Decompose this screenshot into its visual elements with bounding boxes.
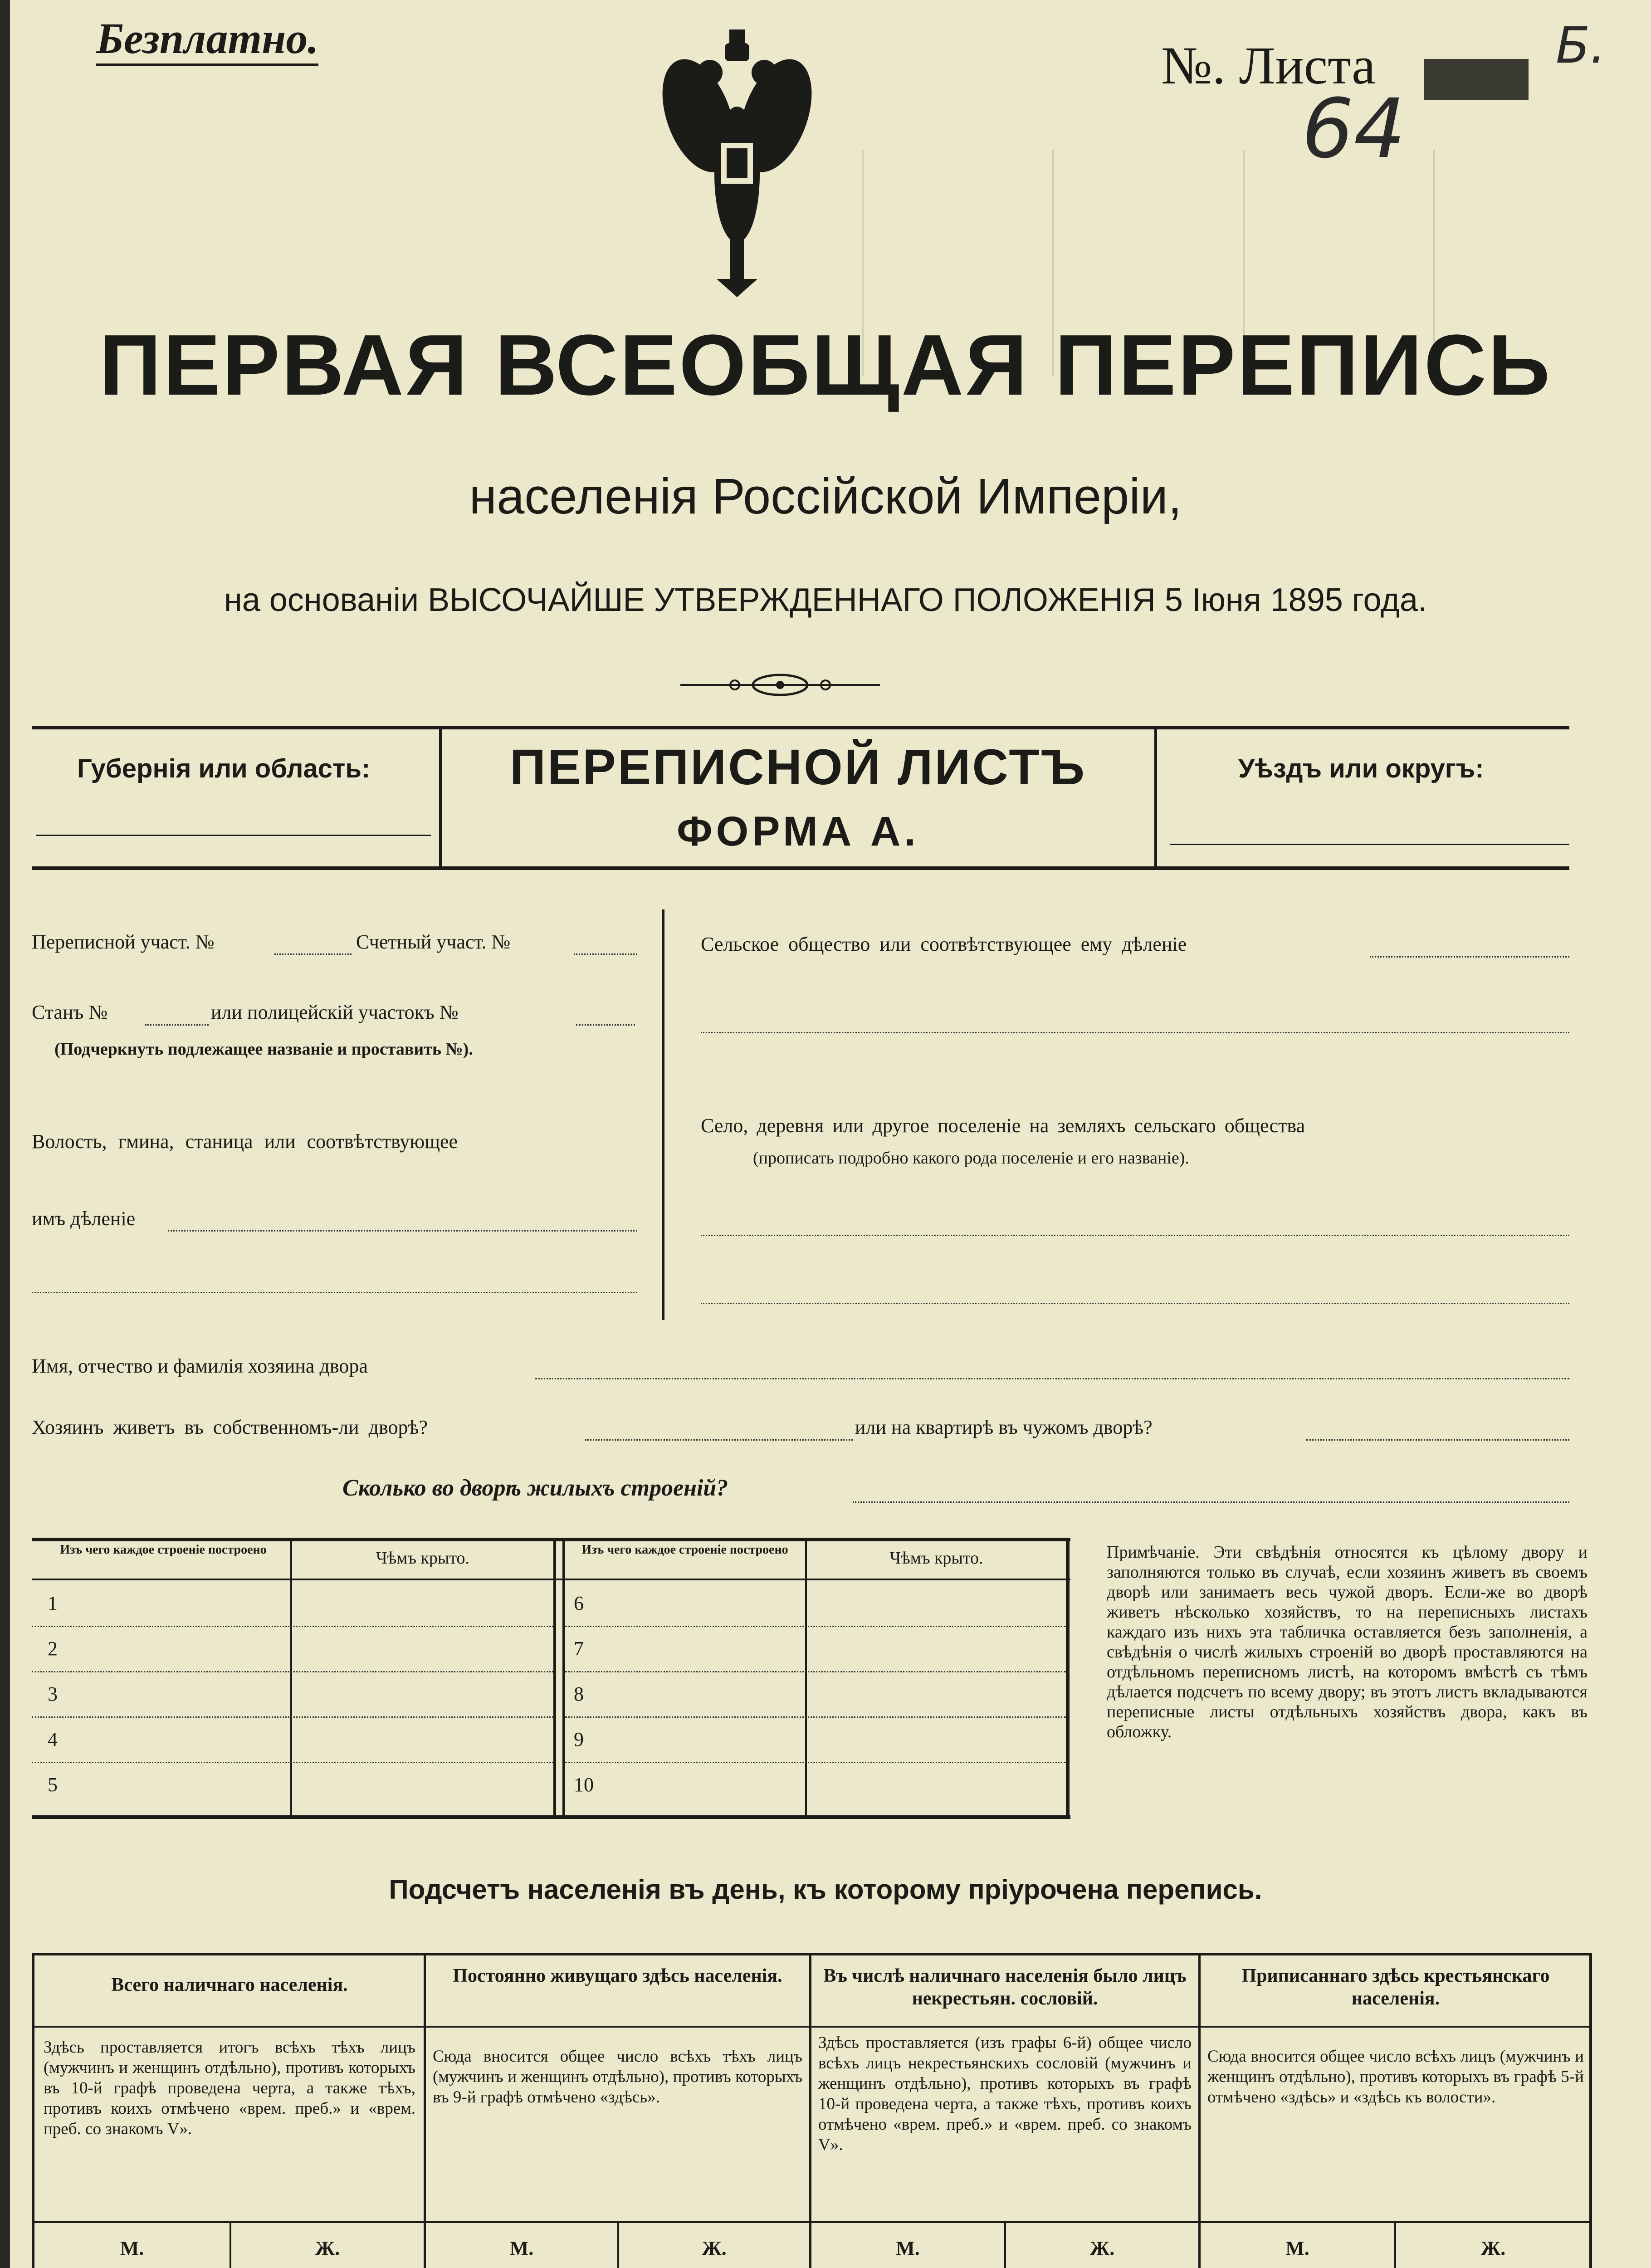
sheet-number-label: №. Листа (1161, 36, 1376, 95)
roof-header-right: Чѣмъ крыто. (889, 1549, 983, 1568)
census-district-label: Переписной участ. № (32, 931, 215, 953)
building-row-2: 2 (48, 1637, 58, 1660)
material-header-right: Изъ чего каждое строеніе построено (581, 1543, 788, 1557)
building-row-6-line[interactable] (565, 1624, 1066, 1627)
building-row-1: 1 (48, 1592, 58, 1614)
province-label: Губернія или область: (77, 754, 371, 783)
district-label: Уѣздъ или округъ: (1238, 754, 1484, 783)
stan-field[interactable] (145, 1020, 209, 1026)
village-field-line2[interactable] (701, 1298, 1569, 1304)
village-label: Село, деревня или другое поселеніе на земляхъ сельскаго общества (701, 1114, 1305, 1137)
count-col3-desc: Здѣсь проставляется (изъ графы 6-й) общее число всѣхъ лицъ некрестьянскихъ сословій (мужчинъ и женщинъ отдѣльно), противъ которыхъ въ графѣ 10-й проведена черта, а также тѣхъ, противъ коихъ отмѣчено «врем. преб.» и «врем. преб. со знакомъ V». (818, 2033, 1192, 2154)
buildings-note: Примѣчаніе. Эти свѣдѣнія относятся къ цѣлому двору и заполняются только въ случаѣ, если хозяинъ живетъ въ своемъ дворѣ или занимаетъ весь чужой дворъ. Если-же во дворѣ живетъ нѣсколько хозяйствъ, то на переписныхъ листахъ каждаго изъ нихъ эта табличка оставляется безъ заполненія, а свѣдѣнія о числѣ жилыхъ строеній во дворѣ проставляются на отдѣльномъ переписномъ листѣ, на которомъ вмѣстѣ съ тѣмъ дѣлается подсчетъ по всему двору; въ этотъ листъ вкладываются переписные листы отдѣльныхъ хозяйствъ двора, какъ въ обложку. (1107, 1543, 1588, 1741)
count-col1-head: Всего наличнаго населенія. (111, 1975, 348, 1995)
police-district-label: или полицейскій участокъ № (211, 1001, 459, 1023)
roof-header-left: Чѣмъ крыто. (376, 1549, 470, 1568)
building-row-9-line[interactable] (565, 1760, 1066, 1763)
double-headed-eagle-emblem (662, 25, 812, 297)
buildings-table (32, 1538, 1070, 1819)
count-col2-head: Постоянно живущаго здѣсь населенія. (453, 1965, 782, 1986)
volost-label-line1: Волость, гмина, станица или соотвѣтствующее (32, 1130, 458, 1153)
rural-society-label: Сельское общество или соотвѣтствующее ему дѣленіе (701, 933, 1187, 955)
building-row-1-line[interactable] (32, 1624, 553, 1627)
police-district-field[interactable] (576, 1020, 635, 1026)
census-title: ПЕРВАЯ ВСЕОБЩАЯ ПЕРЕПИСЬ (99, 317, 1552, 413)
owner-name-label: Имя, отчество и фамилія хозяина двора (32, 1355, 368, 1377)
count-col4-female: Ж. (1480, 2237, 1506, 2259)
fields-center-divider (662, 909, 664, 1320)
form-header-bottom-rule (32, 866, 1569, 870)
census-district-field[interactable] (274, 949, 352, 955)
building-row-9: 9 (574, 1728, 584, 1750)
rural-society-field-extra[interactable] (701, 1027, 1569, 1033)
form-header-top-rule (32, 726, 1569, 729)
buildings-count-label: Сколько во дворѣ жилыхъ строеній? (342, 1475, 728, 1501)
building-row-5: 5 (48, 1774, 58, 1796)
building-row-8-line[interactable] (565, 1715, 1066, 1718)
rural-society-field[interactable] (1370, 952, 1569, 958)
redaction-stamp (1424, 59, 1529, 100)
building-row-3-line[interactable] (32, 1715, 553, 1718)
count-col1-male: М. (120, 2237, 144, 2259)
building-row-7: 7 (574, 1637, 584, 1660)
rented-label: или на квартирѣ въ чужомъ дворѣ? (855, 1416, 1153, 1438)
population-count-title: Подсчетъ населенія въ день, къ которому пріурочена перепись. (389, 1874, 1262, 1905)
village-note: (прописать подробно какого рода поселеніе и его названіе). (753, 1149, 1189, 1168)
building-row-4: 4 (48, 1728, 58, 1750)
count-col4-male: М. (1285, 2237, 1309, 2259)
district-field-line (1170, 844, 1569, 845)
village-field-line1[interactable] (701, 1230, 1569, 1236)
building-row-7-line[interactable] (565, 1669, 1066, 1672)
population-count-table (32, 1953, 1592, 2268)
free-label: Безплатно. (96, 14, 318, 66)
volost-field[interactable] (168, 1226, 637, 1232)
corner-mark: Б. (1556, 16, 1606, 74)
owner-name-field[interactable] (535, 1374, 1569, 1379)
count-district-field[interactable] (574, 949, 637, 955)
material-header-left: Изъ чего каждое строеніе построено (60, 1543, 267, 1557)
volost-field-extra[interactable] (32, 1287, 637, 1293)
count-col3-head: Въ числѣ наличнаго населенія было лицъ некрестьян. сословій. (823, 1965, 1187, 2009)
ornament-divider (680, 671, 880, 699)
census-basis: на основаніи ВЫСОЧАЙШЕ УТВЕРЖДЕННАГО ПОЛОЖЕНІЯ 5 Іюня 1895 года. (224, 582, 1427, 618)
sheet-number-value: 64 (1302, 82, 1406, 176)
count-col4-head: Приписаннаго здѣсь крестьянскаго населенія. (1241, 1965, 1550, 2009)
census-subtitle: населенія Россійской Имперіи, (469, 469, 1182, 524)
form-title: ПЕРЕПИСНОЙ ЛИСТЪ (509, 739, 1087, 795)
volost-label-line2: имъ дѣленіе (32, 1207, 136, 1230)
stan-note: (Подчеркнуть подлежащее названіе и проставить №). (54, 1040, 473, 1059)
count-district-label: Счетный участ. № (356, 931, 511, 953)
form-header-divider-right (1154, 726, 1157, 870)
count-col1-desc: Здѣсь проставляется итогъ всѣхъ тѣхъ лицъ (мужчинъ и женщинъ отдѣльно), противъ которыхъ въ 10-й графѣ проведена черта, а также тѣхъ, противъ коихъ отмѣчено «врем. преб.» и «врем. преб. со знакомъ V». (44, 2038, 415, 2138)
owner-lives-label: Хозяинъ живетъ въ собственномъ-ли дворѣ? (32, 1416, 428, 1438)
form-subtitle: ФОРМА А. (677, 808, 919, 855)
building-row-6: 6 (574, 1592, 584, 1614)
owner-lives-field[interactable] (585, 1435, 853, 1441)
count-col2-desc: Сюда вносится общее число всѣхъ тѣхъ лицъ (мужчинъ и женщинъ отдѣльно), противъ которыхъ въ 9-й графѣ отмѣчено «здѣсь». (433, 2047, 802, 2107)
rented-field[interactable] (1306, 1435, 1569, 1441)
count-col4-desc: Сюда вносится общее число всѣхъ лицъ (мужчинъ и женщинъ отдѣльно), противъ которыхъ въ графѣ 5-й отмѣчено «здѣсь» и «здѣсь къ волости». (1207, 2047, 1584, 2107)
province-field-line (36, 835, 431, 836)
building-row-3: 3 (48, 1683, 58, 1705)
building-row-10: 10 (574, 1774, 594, 1796)
building-row-4-line[interactable] (32, 1760, 553, 1763)
building-row-8: 8 (574, 1683, 584, 1705)
count-col1-female: Ж. (315, 2237, 340, 2259)
count-col3-male: М. (896, 2237, 920, 2259)
count-col2-female: Ж. (702, 2237, 727, 2259)
count-col2-male: М. (509, 2237, 534, 2259)
buildings-count-field[interactable] (853, 1497, 1569, 1503)
building-row-2-line[interactable] (32, 1669, 553, 1672)
stan-label: Станъ № (32, 1001, 108, 1023)
count-col3-female: Ж. (1089, 2237, 1115, 2259)
